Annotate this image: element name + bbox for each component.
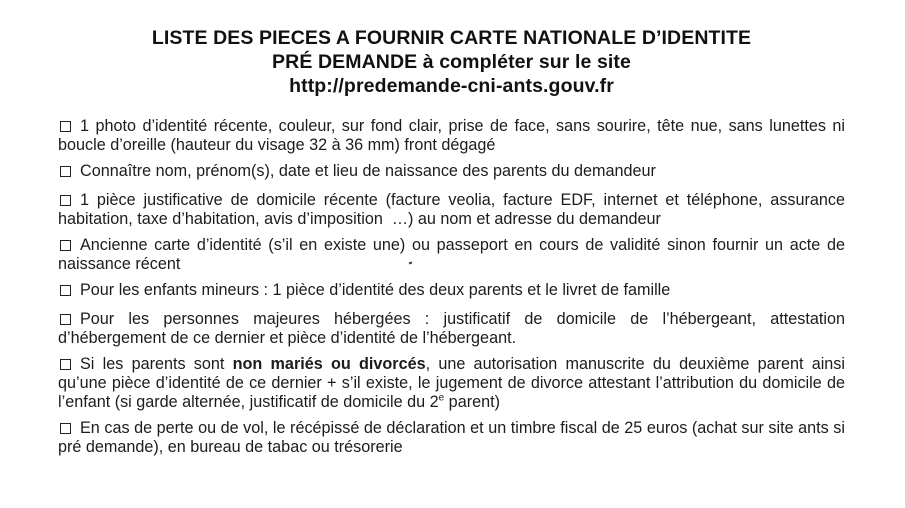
- checklist-item-text: Ancienne carte d’identité (s’il en existe une) ou passeport en cours de validité sinon fournir un acte de naissance récent: [58, 236, 845, 273]
- checkbox-icon[interactable]: [60, 359, 71, 370]
- checkbox-icon[interactable]: [60, 195, 71, 206]
- checklist-item-text-bold: non mariés ou divorcés: [232, 355, 426, 373]
- checklist-item-text: Pour les personnes majeures hébergées : justificatif de domicile de l’hébergeant, attestation d’hébergement de ce dernier et pièce d’identité de l’hébergeant.: [58, 310, 845, 347]
- checklist-item-photo: [58, 117, 845, 155]
- checkbox-icon[interactable]: [60, 314, 71, 325]
- checklist-item-unmarried-divorced: [58, 355, 845, 412]
- checklist-item-proof-of-address: [58, 191, 845, 229]
- superscript-e: e: [438, 392, 445, 404]
- website-url: http://predemande-cni-ants.gouv.fr: [289, 75, 614, 97]
- checklist-item-text-mid: , une autorisation manuscrite du deuxième parent ainsi qu’une pièce d’identité de ce dernier + s’il existe, le jugement de divorce attestant l’attribution du domicile de l’enfant (si garde alternée, justificatif de domicile du 2: [58, 355, 845, 411]
- checklist-item-hosted-adults: [58, 310, 845, 348]
- checklist-item-text-suffix: parent): [444, 393, 500, 411]
- checkbox-icon[interactable]: [60, 285, 71, 296]
- checklist-item-text: 1 photo d’identité récente, couleur, sur fond clair, prise de face, sans sourire, tête nue, sans lunettes ni boucle d’oreille (hauteur du visage 32 à 36 mm) front dégagé: [58, 117, 845, 154]
- checklist-item-minors: [58, 281, 845, 300]
- checkbox-icon[interactable]: [60, 423, 71, 434]
- checklist-item-text: Connaître nom, prénom(s), date et lieu de naissance des parents du demandeur: [80, 162, 656, 180]
- checklist-item-loss-theft: [58, 419, 845, 457]
- checklist-item-text: En cas de perte ou de vol, le récépissé de déclaration et un timbre fiscal de 25 euros (achat sur site ants si pré demande), en bureau de tabac ou trésorerie: [58, 419, 845, 456]
- document-header: [58, 26, 845, 98]
- document-subtitle: PRÉ DEMANDE à compléter sur le site: [272, 51, 631, 73]
- checklist: [58, 117, 845, 457]
- checklist-item-text: 1 pièce justificative de domicile récente (facture veolia, facture EDF, internet et téléphone, assurance habitation, taxe d’habitation, avis d’imposition …) au nom et adresse du demandeur: [58, 191, 845, 228]
- checklist-item-text: Pour les enfants mineurs : 1 pièce d’identité des deux parents et le livret de famille: [80, 281, 671, 299]
- checklist-item-text-prefix: Si les parents sont: [80, 355, 233, 373]
- checklist-item-old-id-card: [58, 236, 845, 274]
- checkbox-icon[interactable]: [60, 121, 71, 132]
- document-title: LISTE DES PIECES A FOURNIR CARTE NATIONALE D’IDENTITE: [151, 27, 752, 49]
- checkbox-icon[interactable]: [60, 166, 71, 177]
- checkbox-icon[interactable]: [60, 240, 71, 251]
- checklist-item-parents-info: [58, 162, 845, 181]
